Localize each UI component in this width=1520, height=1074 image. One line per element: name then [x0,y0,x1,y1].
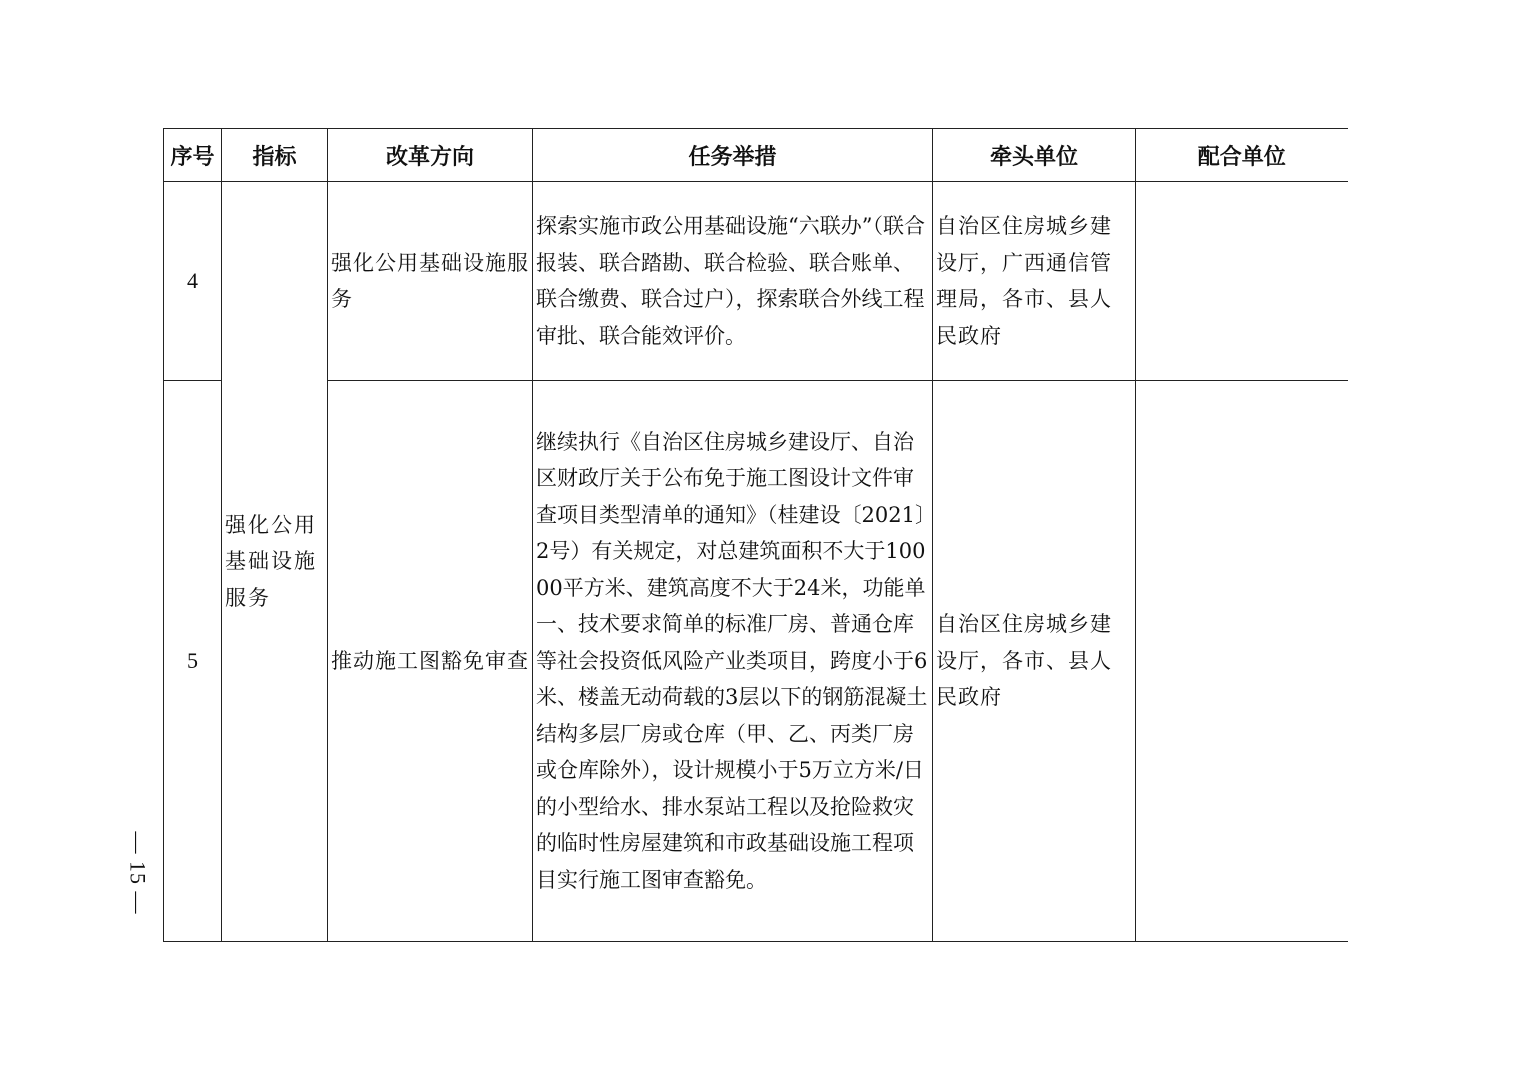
table-row [164,182,1348,381]
lead-unit-cell: 自治区住房城乡建设厅，广西通信管理局，各市、县人民政府 [933,182,1136,381]
row-no: 5 [164,381,222,942]
header-no: 序号 [164,129,222,182]
task-cell: 继续执行《自治区住房城乡建设厅、自治区财政厅关于公布免于施工图设计文件审查项目类型清单的通知》（桂建设〔2021〕2号）有关规定，对总建筑面积不大于10000平方米、建筑高度不大于24米，功能单一、技术要求简单的标准厂房、普通仓库等社会投资低风险产业类项目，跨度小于6米、楼盖无动荷载的3层以下的钢筋混凝土结构多层厂房或仓库（甲、乙、丙类厂房或仓库除外），设计规模小于5万立方米/日的小型给水、排水泵站工程以及抢险救灾的临时性房屋建筑和市政基础设施工程项目实行施工图审查豁免。 [533,381,933,942]
page-number-label: — 15 — [125,831,150,915]
direction-cell: 强化公用基础设施服务 [328,182,533,381]
coop-unit-cell [1136,381,1348,942]
header-indicator: 指标 [222,129,328,182]
task-table [163,128,1348,942]
task-cell: 探索实施市政公用基础设施“六联办”（联合报装、联合踏勘、联合检验、联合账单、联合缴费、联合过户），探索联合外线工程审批、联合能效评价。 [533,182,933,381]
table-body [164,182,1348,942]
row-no: 4 [164,182,222,381]
header-direction: 改革方向 [328,129,533,182]
coop-unit-cell [1136,182,1348,381]
table-header [164,129,1348,182]
header-coop-unit: 配合单位 [1136,129,1348,182]
page-number [112,818,162,928]
direction-cell: 推动施工图豁免审查 [328,381,533,942]
header-task: 任务举措 [533,129,933,182]
header-row [164,129,1348,182]
indicator-cell: 强化公用基础设施服务 [222,182,328,942]
table-row [164,381,1348,942]
lead-unit-cell: 自治区住房城乡建设厅，各市、县人民政府 [933,381,1136,942]
header-lead-unit: 牵头单位 [933,129,1136,182]
